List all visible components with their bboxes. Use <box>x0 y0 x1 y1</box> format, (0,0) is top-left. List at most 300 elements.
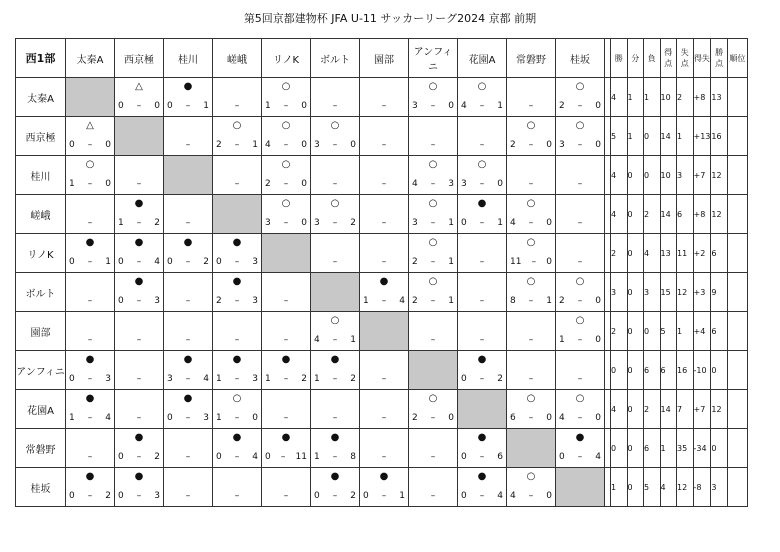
match-cell <box>507 273 556 312</box>
score <box>559 335 601 345</box>
result-mark: ● <box>232 237 242 248</box>
match-cell <box>507 312 556 351</box>
match-cell <box>311 156 360 195</box>
score-away: 3 <box>252 296 258 306</box>
score <box>314 374 356 384</box>
match-cell <box>556 390 605 429</box>
match-cell <box>360 351 409 390</box>
match-cell <box>66 429 115 468</box>
match-cell <box>66 234 115 273</box>
score-away: 4 <box>203 374 209 384</box>
stat-cell: 13 <box>711 78 728 117</box>
stat-column-header: 勝 <box>611 39 628 78</box>
stat-cell: 6 <box>711 234 728 273</box>
score-away: 0 <box>546 218 552 228</box>
score <box>265 140 307 150</box>
score-away: 0 <box>595 101 601 111</box>
score-away: 0 <box>448 413 454 423</box>
score-home: 0 <box>69 140 75 150</box>
score-away: 0 <box>546 491 552 501</box>
match-cell <box>458 429 507 468</box>
stat-cell: 15 <box>660 273 677 312</box>
result-mark: ○ <box>428 198 438 209</box>
table-row <box>16 234 748 273</box>
score-separator: – <box>283 179 289 189</box>
score-away: 4 <box>154 257 160 267</box>
score <box>559 140 601 150</box>
match-cell <box>213 390 262 429</box>
score-separator: – <box>479 179 485 189</box>
stat-cell: +7 <box>693 390 711 429</box>
stat-cell: 3 <box>677 156 694 195</box>
score-separator: – <box>234 452 240 462</box>
score <box>216 452 258 462</box>
table-row <box>16 78 748 117</box>
score-separator: – <box>87 374 93 384</box>
score-separator: – <box>528 140 534 150</box>
match-cell <box>213 234 262 273</box>
stat-cell: 2 <box>677 78 694 117</box>
score-home: 3 <box>167 374 173 384</box>
match-cell <box>213 78 262 117</box>
stat-cell <box>727 195 747 234</box>
score-separator: – <box>479 374 485 384</box>
table-row <box>16 312 748 351</box>
score-home: 3 <box>265 218 271 228</box>
score-away: 4 <box>595 452 601 462</box>
score-separator: – <box>577 335 583 345</box>
score <box>118 296 160 306</box>
match-cell <box>409 195 458 234</box>
match-cell <box>262 468 311 507</box>
score <box>216 413 258 423</box>
score-home: 2 <box>412 413 418 423</box>
team-column-header: 桂川 <box>164 39 213 78</box>
score-away: 0 <box>105 179 111 189</box>
score-away: 0 <box>546 413 552 423</box>
score <box>69 140 111 150</box>
score-home: 0 <box>167 101 173 111</box>
match-cell <box>556 117 605 156</box>
stat-cell: 4 <box>644 234 661 273</box>
stat-column-header: 勝点 <box>711 39 728 78</box>
score-separator: – <box>430 218 436 228</box>
match-cell <box>360 156 409 195</box>
stat-column-header: 順位 <box>727 39 747 78</box>
score-home: 1 <box>118 218 124 228</box>
score-home: 1 <box>265 101 271 111</box>
unplayed-dash: – <box>87 218 93 228</box>
unplayed-dash: – <box>283 296 289 306</box>
unplayed-dash: – <box>381 101 387 111</box>
stat-cell <box>727 117 747 156</box>
result-mark: ○ <box>330 120 340 131</box>
score-away: 4 <box>497 491 503 501</box>
self-match-cell <box>213 195 262 234</box>
unplayed-dash: – <box>185 218 191 228</box>
score-separator: – <box>430 179 436 189</box>
stat-cell: 0 <box>627 351 644 390</box>
stat-cell: 5 <box>660 312 677 351</box>
result-mark: ○ <box>232 393 242 404</box>
score-away: 1 <box>448 218 454 228</box>
score <box>412 413 454 423</box>
self-match-cell <box>409 351 458 390</box>
unplayed-dash: – <box>185 296 191 306</box>
score-away: 8 <box>350 452 356 462</box>
match-cell <box>164 429 213 468</box>
stat-cell: 0 <box>711 351 728 390</box>
match-cell <box>262 312 311 351</box>
match-cell <box>262 156 311 195</box>
score-home: 1 <box>314 374 320 384</box>
score <box>216 374 258 384</box>
result-mark: ● <box>281 354 291 365</box>
stat-cell: 0 <box>644 312 661 351</box>
stat-cell: 1 <box>677 312 694 351</box>
score-separator: – <box>479 101 485 111</box>
team-row-header: 常磐野 <box>16 429 66 468</box>
stat-cell: 6 <box>711 312 728 351</box>
score-separator: – <box>280 452 286 462</box>
match-cell <box>507 351 556 390</box>
score-home: 4 <box>510 218 516 228</box>
match-cell <box>556 351 605 390</box>
score <box>461 491 503 501</box>
score <box>559 296 601 306</box>
score <box>510 257 552 267</box>
score-home: 8 <box>510 296 516 306</box>
score <box>510 140 552 150</box>
match-cell <box>66 468 115 507</box>
match-cell <box>311 351 360 390</box>
score-separator: – <box>136 296 142 306</box>
score-away: 1 <box>252 140 258 150</box>
score-home: 4 <box>314 335 320 345</box>
score-home: 4 <box>461 101 467 111</box>
score-away: 2 <box>497 374 503 384</box>
score-separator: – <box>234 374 240 384</box>
stat-cell <box>727 429 747 468</box>
match-cell <box>409 312 458 351</box>
unplayed-dash: – <box>381 413 387 423</box>
score-away: 6 <box>497 452 503 462</box>
result-mark: ● <box>330 432 340 443</box>
match-cell <box>115 78 164 117</box>
score-away: 2 <box>154 452 160 462</box>
stat-cell: +8 <box>693 78 711 117</box>
score <box>412 179 454 189</box>
result-mark: ● <box>232 276 242 287</box>
score-away: 0 <box>301 179 307 189</box>
score-home: 1 <box>559 335 565 345</box>
match-cell <box>164 351 213 390</box>
match-cell <box>115 429 164 468</box>
match-cell <box>507 78 556 117</box>
score-away: 0 <box>595 296 601 306</box>
score <box>314 218 356 228</box>
score-away: 3 <box>252 257 258 267</box>
score-away: 4 <box>399 296 405 306</box>
score-separator: – <box>136 101 142 111</box>
score-separator: – <box>531 257 537 267</box>
match-cell <box>262 117 311 156</box>
score-separator: – <box>234 296 240 306</box>
unplayed-dash: – <box>430 452 436 462</box>
stat-cell: 12 <box>711 195 728 234</box>
score-separator: – <box>87 257 93 267</box>
result-mark: ○ <box>281 81 291 92</box>
score <box>265 218 307 228</box>
match-cell <box>66 273 115 312</box>
result-mark: ● <box>134 276 144 287</box>
score <box>216 257 258 267</box>
match-cell <box>311 195 360 234</box>
stat-cell: 1 <box>644 78 661 117</box>
stat-cell <box>727 351 747 390</box>
unplayed-dash: – <box>283 335 289 345</box>
match-cell <box>360 234 409 273</box>
score-separator: – <box>234 257 240 267</box>
unplayed-dash: – <box>577 218 583 228</box>
score-away: 0 <box>546 257 552 267</box>
result-mark: ○ <box>526 198 536 209</box>
score-home: 2 <box>412 296 418 306</box>
score-away: 3 <box>105 374 111 384</box>
result-mark: ● <box>85 471 95 482</box>
result-mark: ● <box>134 237 144 248</box>
score-home: 1 <box>265 374 271 384</box>
score-away: 1 <box>546 296 552 306</box>
unplayed-dash: – <box>479 140 485 150</box>
stat-cell: 0 <box>627 195 644 234</box>
stat-cell: 0 <box>627 429 644 468</box>
score-separator: – <box>479 218 485 228</box>
score-home: 0 <box>216 257 222 267</box>
table-row <box>16 351 748 390</box>
unplayed-dash: – <box>234 335 240 345</box>
score-home: 1 <box>216 374 222 384</box>
unplayed-dash: – <box>528 179 534 189</box>
match-cell <box>556 273 605 312</box>
result-mark: ○ <box>526 471 536 482</box>
score-home: 0 <box>461 452 467 462</box>
result-mark: ● <box>183 393 193 404</box>
score <box>69 179 111 189</box>
match-cell <box>360 273 409 312</box>
unplayed-dash: – <box>430 335 436 345</box>
stat-cell: 12 <box>677 273 694 312</box>
score-separator: – <box>577 452 583 462</box>
score <box>265 374 307 384</box>
score-separator: – <box>87 413 93 423</box>
score-away: 1 <box>105 257 111 267</box>
score-home: 0 <box>118 101 124 111</box>
score-away: 2 <box>154 218 160 228</box>
unplayed-dash: – <box>577 257 583 267</box>
stat-cell: 10 <box>660 156 677 195</box>
score-away: 0 <box>595 140 601 150</box>
result-mark: ● <box>232 432 242 443</box>
match-cell <box>409 468 458 507</box>
team-column-header: ボルト <box>311 39 360 78</box>
match-cell <box>164 312 213 351</box>
score-separator: – <box>430 413 436 423</box>
score <box>265 179 307 189</box>
score-away: 0 <box>546 140 552 150</box>
result-mark: ○ <box>428 276 438 287</box>
match-cell <box>164 78 213 117</box>
score-away: 3 <box>154 296 160 306</box>
unplayed-dash: – <box>479 335 485 345</box>
unplayed-dash: – <box>479 296 485 306</box>
match-cell <box>213 429 262 468</box>
score-away: 2 <box>350 218 356 228</box>
table-row <box>16 273 748 312</box>
result-mark: ○ <box>281 198 291 209</box>
match-cell <box>507 156 556 195</box>
score <box>510 296 552 306</box>
score-away: 2 <box>301 374 307 384</box>
result-mark: ● <box>85 354 95 365</box>
stat-column-header: 得点 <box>660 39 677 78</box>
score <box>412 218 454 228</box>
result-mark: ● <box>183 237 193 248</box>
score-separator: – <box>332 218 338 228</box>
match-cell <box>409 273 458 312</box>
table-row <box>16 468 748 507</box>
result-mark: ○ <box>575 393 585 404</box>
result-mark: ● <box>477 198 487 209</box>
score-separator: – <box>185 257 191 267</box>
match-cell <box>164 195 213 234</box>
stat-cell: 4 <box>611 390 628 429</box>
stat-cell: 0 <box>627 156 644 195</box>
score <box>167 413 209 423</box>
score <box>314 491 356 501</box>
match-cell <box>164 273 213 312</box>
result-mark: ○ <box>330 198 340 209</box>
team-row-header: ボルト <box>16 273 66 312</box>
score-separator: – <box>381 296 387 306</box>
score-home: 0 <box>265 452 271 462</box>
score-away: 0 <box>350 140 356 150</box>
stat-cell: +7 <box>693 156 711 195</box>
score-away: 0 <box>154 101 160 111</box>
score <box>265 101 307 111</box>
table-row <box>16 156 748 195</box>
score-separator: – <box>185 101 191 111</box>
score <box>167 101 209 111</box>
score-home: 1 <box>69 179 75 189</box>
result-mark: △ <box>86 120 94 131</box>
stat-cell: 35 <box>677 429 694 468</box>
team-row-header: 桂坂 <box>16 468 66 507</box>
stat-cell: 14 <box>660 390 677 429</box>
score-away: 4 <box>252 452 258 462</box>
score-home: 0 <box>363 491 369 501</box>
unplayed-dash: – <box>136 335 142 345</box>
match-cell <box>115 468 164 507</box>
result-mark: ○ <box>428 393 438 404</box>
stat-cell: -10 <box>693 351 711 390</box>
stat-cell <box>727 156 747 195</box>
stat-cell: 2 <box>644 390 661 429</box>
stat-cell: 0 <box>711 429 728 468</box>
score-separator: – <box>87 140 93 150</box>
stat-cell: 16 <box>711 117 728 156</box>
team-column-header: 園部 <box>360 39 409 78</box>
stat-cell: 4 <box>611 78 628 117</box>
score-away: 3 <box>252 374 258 384</box>
score-away: 3 <box>154 491 160 501</box>
score-separator: – <box>136 218 142 228</box>
match-cell <box>66 390 115 429</box>
unplayed-dash: – <box>87 296 93 306</box>
score-away: 0 <box>105 140 111 150</box>
score <box>412 257 454 267</box>
result-mark: ○ <box>281 159 291 170</box>
stat-cell: 13 <box>660 234 677 273</box>
table-row <box>16 429 748 468</box>
score-home: 3 <box>314 140 320 150</box>
unplayed-dash: – <box>479 257 485 267</box>
match-cell <box>556 195 605 234</box>
score <box>265 452 307 462</box>
result-mark: ● <box>183 354 193 365</box>
match-cell <box>262 195 311 234</box>
score-away: 0 <box>252 413 258 423</box>
stat-cell: 0 <box>627 312 644 351</box>
match-cell <box>213 312 262 351</box>
score <box>314 140 356 150</box>
stat-cell: 0 <box>644 117 661 156</box>
match-cell <box>409 117 458 156</box>
stat-cell: 6 <box>644 351 661 390</box>
team-column-header: 常磐野 <box>507 39 556 78</box>
stat-cell: 1 <box>677 117 694 156</box>
match-cell <box>458 312 507 351</box>
score-separator: – <box>332 335 338 345</box>
match-cell <box>262 390 311 429</box>
score <box>118 257 160 267</box>
team-row-header: 西京極 <box>16 117 66 156</box>
match-cell <box>360 195 409 234</box>
score-separator: – <box>332 374 338 384</box>
score-away: 1 <box>350 335 356 345</box>
result-mark: ● <box>477 354 487 365</box>
score-separator: – <box>528 413 534 423</box>
team-column-header: 太秦A <box>66 39 115 78</box>
score <box>314 452 356 462</box>
score-separator: – <box>430 101 436 111</box>
result-mark: ○ <box>477 159 487 170</box>
stat-cell: 5 <box>644 468 661 507</box>
score <box>118 491 160 501</box>
league-table <box>15 38 748 507</box>
score <box>167 374 209 384</box>
result-mark: ● <box>134 198 144 209</box>
unplayed-dash: – <box>87 335 93 345</box>
result-mark: ● <box>575 432 585 443</box>
unplayed-dash: – <box>283 413 289 423</box>
team-row-header: 桂川 <box>16 156 66 195</box>
result-mark: ● <box>134 432 144 443</box>
result-mark: ● <box>134 471 144 482</box>
score-home: 4 <box>412 179 418 189</box>
unplayed-dash: – <box>136 413 142 423</box>
score-separator: – <box>283 374 289 384</box>
